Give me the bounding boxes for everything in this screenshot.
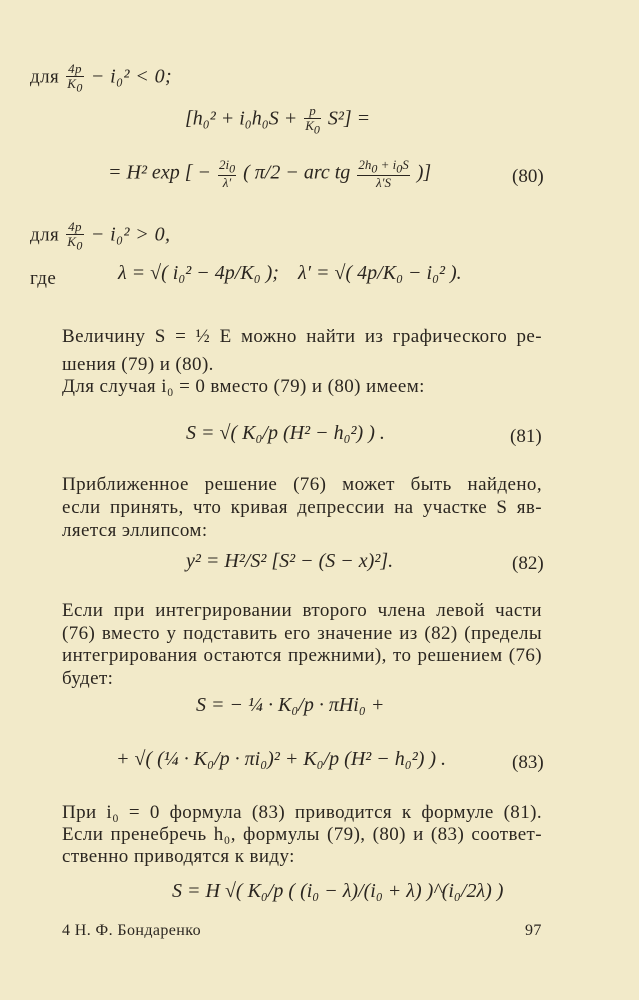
equation-number-80: (80) [512,166,544,187]
word-dlya: для [30,66,60,88]
fraction-p-K0: $\frac{p}{K_0}$ [305,103,320,137]
equation-79-tail [185,104,370,136]
fraction-4p-K0: $\frac{4p}{K_0}$ [67,61,83,95]
lambda-definition: λ = √( i₀² − 4p/K₀ ); [118,262,279,284]
equation-81: S = √( K₀/p (H² − h₀²) ) . [186,422,385,444]
equation-number-81: (81) [510,426,542,447]
eq80-start: = H² exp [ − [108,161,216,184]
paragraph-2: Для случая i₀ = 0 вместо (79) и (80) имеем: [62,376,425,397]
paragraph-5-line-2: Если пренебречь h₀, формулы (79), (80) и (83) соответ- [62,824,542,845]
inequality-rhs-2: − i₀² > 0, [90,223,171,246]
word-dlya-2: для [30,224,60,246]
word-gde: где [30,268,57,289]
paragraph-4-line-1: Если при интегрировании второго члена левой части [62,600,542,621]
paragraph-3-line-2: если принять, что кривая депрессии на участке S яв- [62,497,542,518]
eq80-middle: ( π/2 − arc tg [243,161,356,184]
paragraph-4-line-4: будет: [62,668,114,689]
equation-82: y² = H²/S² [S² − (S − x)²]. [186,550,394,572]
equation-final: S = H √( K₀/p ( (i₀ − λ)/(i₀ + λ) )^(i₀/2λ) ) [172,880,504,902]
equation-83-line-1: S = − ¼ · K₀/p · πHi₀ + [196,694,385,716]
paragraph-4-line-2: (76) вместо y подставить его значение из (82) (пределы [62,623,542,644]
page-number: 97 [525,922,542,939]
line-dlya-1 [30,62,172,94]
fraction-2i0-lambdap: $\frac{2i_0}{\lambda'}$ [218,157,236,191]
paragraph-3-line-1: Приближенное решение (76) может быть найдено, [62,474,542,495]
line-dlya-2 [30,220,170,252]
paragraph-4-line-3: интегрирования остаются прежними), то решением (76) [62,645,542,666]
equation-number-83: (83) [512,752,544,773]
eq80-end: )] [416,161,432,184]
paragraph-1-line-2: шения (79) и (80). [62,354,214,375]
equation-83-line-2: + √( (¼ · K₀/p · πi₀)² + K₀/p (H² − h₀²) ) . [116,748,447,770]
paragraph-1-line-1: Величину S = ½ E можно найти из графического ре- [62,326,542,347]
lambda-prime-definition: λ′ = √( 4p/K₀ − i₀² ). [298,262,462,284]
footer-signature: 4 Н. Ф. Бондаренко [62,922,202,939]
paragraph-3-line-3: ляется эллипсом: [62,520,208,541]
equation-number-82: (82) [512,553,544,574]
eq79-left: [h₀² + i₀h₀S + [185,107,303,130]
paragraph-5-line-1: При i₀ = 0 формула (83) приводится к формуле (81). [62,802,542,823]
equation-80 [108,158,431,190]
fraction-arctg-arg: $\frac{2h_0 + i_0S}{\lambda'S}$ [358,157,409,191]
fraction-4p-K0-2: $\frac{4p}{K_0}$ [67,219,83,253]
paragraph-5-line-3: ственно приводятся к виду: [62,846,295,867]
inequality-rhs-1: − i₀² < 0; [90,65,173,88]
eq79-right: S²] = [327,107,371,130]
